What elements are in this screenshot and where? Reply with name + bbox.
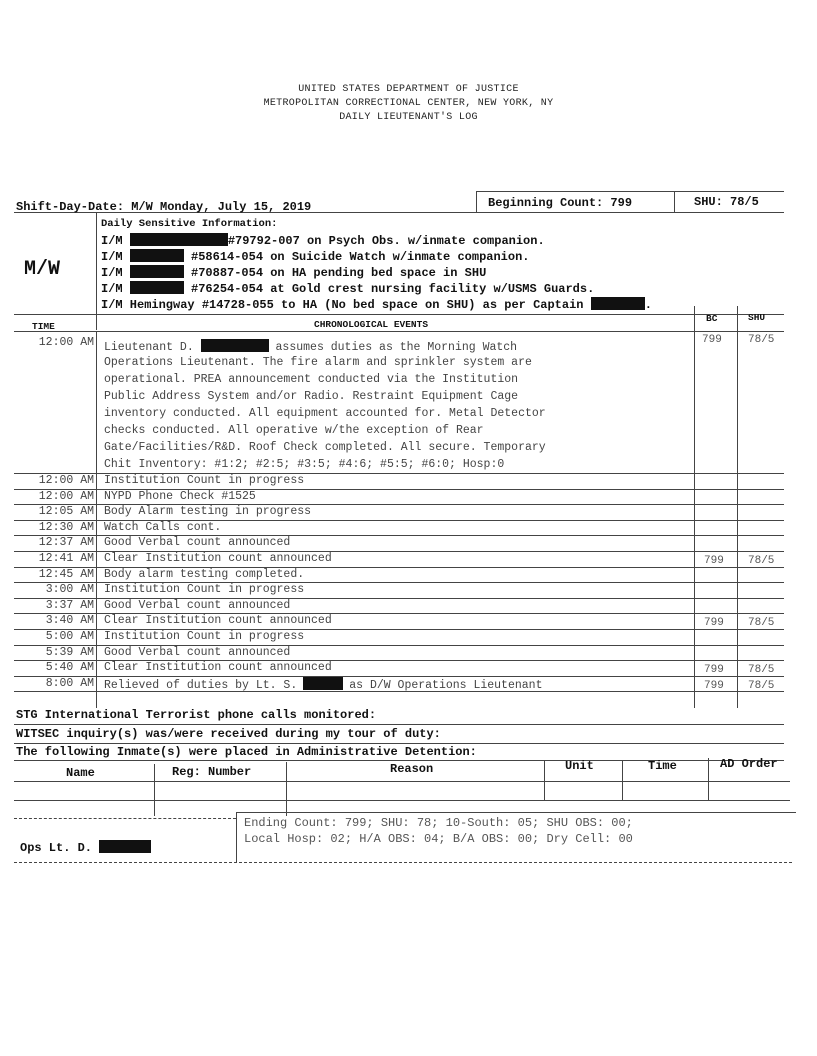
- redaction-block: [130, 281, 184, 294]
- redaction-block: [303, 677, 343, 690]
- ad-col-time: Time: [648, 759, 677, 773]
- event-text: Body Alarm testing in progress: [104, 505, 312, 518]
- column-shu: SHU: [748, 312, 766, 323]
- event-text: Clear Institution count announced: [104, 661, 332, 674]
- sensitive-line-2: I/M #58614-054 on Suicide Watch w/inmate companion.: [101, 250, 530, 264]
- redaction-block: [130, 249, 184, 262]
- redaction-block: [99, 840, 151, 853]
- redaction-block: [201, 339, 269, 352]
- event-time: 12:41 AM: [38, 552, 94, 565]
- event-text-line: Chit Inventory: #1:2; #2:5; #3:5; #4:6; #5:5; #6:0; Hosp:0: [104, 458, 505, 471]
- event-text: Clear Institution count announced: [104, 614, 332, 627]
- event-time: 12:45 AM: [38, 568, 94, 581]
- row-divider: [14, 691, 784, 692]
- event-bc: 799: [704, 680, 724, 692]
- event-time: 12:00 AM: [38, 336, 94, 349]
- witsec-line: WITSEC inquiry(s) was/were received during my tour of duty:: [16, 727, 441, 741]
- event-text-line: checks conducted. All operative w/the exception of Rear: [104, 424, 484, 437]
- event-text-line: Operations Lieutenant. The fire alarm and sprinkler system are: [104, 356, 532, 369]
- event-text: Good Verbal count announced: [104, 536, 291, 549]
- event-text-line: operational. PREA announcement conducted via the Institution: [104, 373, 519, 386]
- event-bc: 799: [702, 334, 722, 346]
- shift-code: M/W: [24, 258, 61, 281]
- event-text: Watch Calls cont.: [104, 521, 222, 534]
- header-facility: METROPOLITAN CORRECTIONAL CENTER, NEW YORK, NY: [263, 98, 554, 109]
- event-text: Relieved of duties by Lt. S. as D/W Operations Lieutenant: [104, 679, 543, 692]
- event-shu: 78/5: [748, 617, 775, 629]
- header-log-title: DAILY LIEUTENANT'S LOG: [339, 112, 478, 123]
- event-text: Clear Institution count announced: [104, 552, 332, 565]
- event-time: 12:05 AM: [38, 505, 94, 518]
- event-bc: 799: [704, 664, 724, 676]
- beginning-count: Beginning Count: 799: [488, 196, 633, 210]
- admin-detention-line: The following Inmate(s) were placed in Administrative Detention:: [16, 745, 477, 759]
- event-text-line: Gate/Facilities/R&D. Roof Check completed. All secure. Temporary: [104, 441, 546, 454]
- event-time: 12:37 AM: [38, 536, 94, 549]
- event-shu: 78/5: [748, 334, 775, 346]
- event-text: Institution Count in progress: [104, 583, 305, 596]
- event-time: 12:30 AM: [38, 521, 94, 534]
- column-time: TIME: [32, 321, 55, 332]
- event-time: 3:00 AM: [45, 583, 94, 596]
- redaction-block: [591, 297, 645, 310]
- shu-count: SHU: 78/5: [694, 195, 759, 209]
- redaction-block: [130, 233, 228, 246]
- event-bc: 799: [704, 617, 724, 629]
- event-text-line: Lieutenant D. assumes duties as the Morning Watch: [104, 341, 518, 354]
- event-text: Good Verbal count announced: [104, 646, 291, 659]
- event-shu: 78/5: [748, 555, 775, 567]
- event-time: 12:00 AM: [38, 490, 94, 503]
- event-bc: 799: [704, 555, 724, 567]
- sensitive-line-5: I/M Hemingway #14728-055 to HA (No bed space on SHU) as per Captain .: [101, 298, 652, 312]
- event-text: Body alarm testing completed.: [104, 568, 305, 581]
- ops-lieutenant-signature: Ops Lt. D.: [20, 840, 151, 855]
- ad-col-reg: Reg: Number: [172, 765, 252, 779]
- sensitive-line-3: I/M #70887-054 on HA pending bed space in SHU: [101, 266, 487, 280]
- ad-col-reason: Reason: [390, 762, 434, 776]
- event-text-line: inventory conducted. All equipment accounted for. Metal Detector: [104, 407, 546, 420]
- sensitive-title: Daily Sensitive Information:: [101, 218, 278, 230]
- ad-col-name: Name: [66, 766, 95, 780]
- header-department: UNITED STATES DEPARTMENT OF JUSTICE: [298, 84, 519, 95]
- sensitive-line-1: I/M #79792-007 on Psych Obs. w/inmate companion.: [101, 234, 545, 248]
- event-text: NYPD Phone Check #1525: [104, 490, 256, 503]
- event-shu: 78/5: [748, 664, 775, 676]
- event-text-line: Public Address System and/or Radio. Restraint Equipment Cage: [104, 390, 519, 403]
- event-time: 5:00 AM: [45, 630, 94, 643]
- event-time: 8:00 AM: [45, 677, 94, 690]
- event-text: Institution Count in progress: [104, 474, 305, 487]
- redaction-block: [130, 265, 184, 278]
- column-bc: BC: [706, 313, 718, 324]
- ending-count-line-1: Ending Count: 799; SHU: 78; 10-South: 05; SHU OBS: 00;: [244, 816, 633, 830]
- event-time: 5:39 AM: [45, 646, 94, 659]
- shift-day-date: Shift-Day-Date: M/W Monday, July 15, 2019: [16, 200, 312, 214]
- ad-col-ad-order: AD Order: [720, 757, 778, 771]
- ad-col-unit: Unit: [565, 759, 594, 773]
- stg-line: STG International Terrorist phone calls monitored:: [16, 708, 377, 722]
- event-time: 3:37 AM: [45, 599, 94, 612]
- event-time: 12:00 AM: [38, 474, 94, 487]
- event-text: Good Verbal count announced: [104, 599, 291, 612]
- ending-count-line-2: Local Hosp: 02; H/A OBS: 04; B/A OBS: 00; Dry Cell: 00: [244, 832, 633, 846]
- column-events: CHRONOLOGICAL EVENTS: [314, 319, 429, 330]
- event-time: 5:40 AM: [45, 661, 94, 674]
- sensitive-line-4: I/M #76254-054 at Gold crest nursing facility w/USMS Guards.: [101, 282, 595, 296]
- event-time: 3:40 AM: [45, 614, 94, 627]
- event-shu: 78/5: [748, 680, 775, 692]
- event-text: Institution Count in progress: [104, 630, 305, 643]
